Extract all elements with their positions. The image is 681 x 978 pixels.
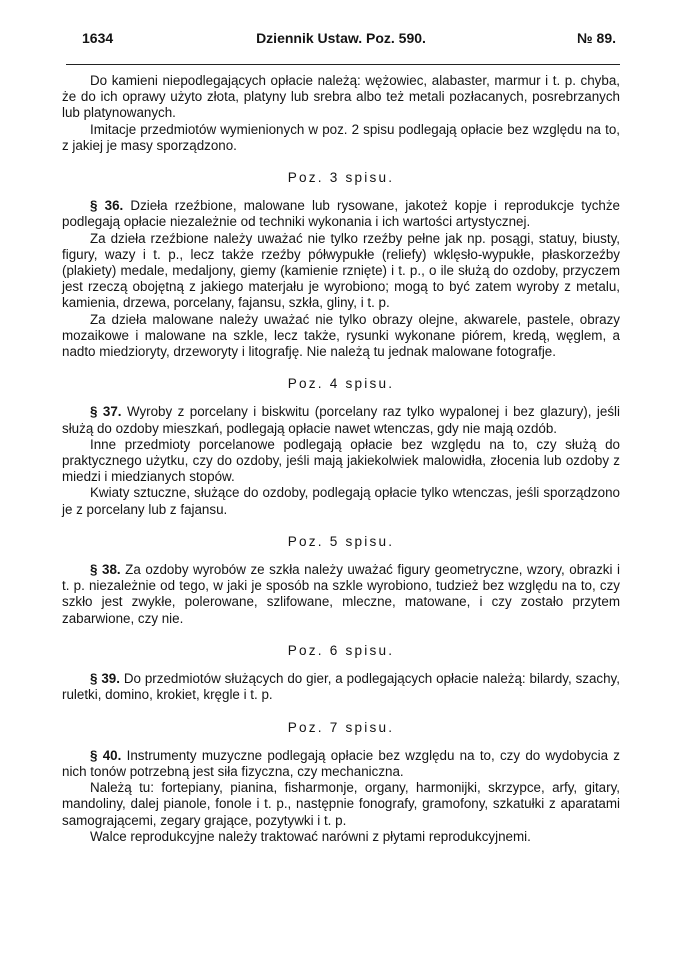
section-paragraph xyxy=(62,198,620,230)
paragraph-text: Dzieła rzeźbione, malowane lub rysowane, jakoteż kopje i reprodukcje tychże podlegają opłacie niezależnie od techniki wykonania i ich wartości artystycznej. xyxy=(62,198,620,230)
section-paragraph xyxy=(62,748,620,780)
section-paragraph: Należą tu: fortepiany, pianina, fisharmonje, organy, harmonijki, skrzypce, arfy, gitary, mandoliny, dalej pianole, fonole i t. p., następnie fonografy, gramofony, szkatułki z aparatami samogrającemi, zegary grające, pozytywki i t. p. xyxy=(62,780,620,828)
document-page xyxy=(62,30,620,845)
section-heading: Poz. 3 spisu. xyxy=(287,170,395,186)
page-header xyxy=(62,30,620,50)
paragraph-ref: § 40. xyxy=(90,747,122,763)
paragraph-ref: § 39. xyxy=(90,671,120,687)
section-paragraph xyxy=(62,671,620,703)
section-paragraph: Walce reprodukcyjne należy traktować narówni z płytami reprodukcyjnemi. xyxy=(90,828,531,844)
section-paragraph: Kwiaty sztuczne, służące do ozdoby, podlegają opłacie tylko wtenczas, jeśli sporządzono je z porcelany lub z fajansu. xyxy=(62,485,620,517)
section-paragraph xyxy=(62,404,620,436)
section-paragraph: Za dzieła rzeźbione należy uważać nie tylko rzeźby pełne jak np. posągi, statuy, biusty, figury, wazy i t. p., lecz także rzeźby półwypukłe (reliefy) wklęsło-wypukłe, płaskorzeźby (plakiety) medale, medaljony, giemy (kamienie rznięte) i t. p., o ile służą do ozdoby, przyczem jest rzeczą obojętną z jakiego materjału je wyrobiono; mogą to być zatem wyroby z metalu, kamienia, drzewa, porcelany, fajansu, szkła, gliny, i t. p. xyxy=(62,230,620,311)
paragraph-text: Instrumenty muzyczne podlegają opłacie bez względu na to, czy do wydobycia z nich tonów potrzebną jest siła fizyczna, czy mechaniczna. xyxy=(62,747,620,779)
section-heading: Poz. 4 spisu. xyxy=(287,376,395,392)
paragraph-ref: § 36. xyxy=(90,198,124,214)
paragraph-text: Za ozdoby wyrobów ze szkła należy uważać figury geometryczne, wzory, obrazki i t. p. niezależnie od tego, w jaki je sposób na szkle wyrobiono, tudzież bez względu na to, czy szkło jest zwykłe, polerowane, szlifowane, mleczne, matowane, i czy zostało przytem zabarwione, czy nie. xyxy=(62,562,620,626)
section-paragraph: Za dzieła malowane należy uważać nie tylko obrazy olejne, akwarele, pastele, obrazy mozaikowe i malowane na szkle, lecz także, rysunki wykonane piórem, kredą, węglem, a nadto miedzioryty, drzeworyty i litografję. Nie należą tu jednak malowane fotografje. xyxy=(62,311,620,360)
intro-paragraph: Imitacje przedmiotów wymienionych w poz. 2 spisu podlegają opłacie bez względu na to, z jakiej je masy sporządzono. xyxy=(62,121,620,153)
issue-number: № 89. xyxy=(577,30,616,46)
page-number: 1634 xyxy=(82,30,114,46)
paragraph-ref: § 37. xyxy=(90,404,122,420)
paragraph-text: Do przedmiotów służących do gier, a podlegających opłacie należą: bilardy, szachy, ruletki, domino, krokiet, kręgle i t. p. xyxy=(62,671,620,703)
header-rule xyxy=(66,64,620,65)
section-paragraph: Inne przedmioty porcelanowe podlegają opłacie bez względu na to, czy służą do praktycznego użytku, czy do ozdoby, jeśli mają jakiekolwiek malowidła, złocenia lub ozdoby z miedzi i miedzianych stopów. xyxy=(62,436,620,485)
section-paragraph xyxy=(62,562,620,627)
section-heading: Poz. 5 spisu. xyxy=(287,533,395,549)
intro-paragraph: Do kamieni niepodlegających opłacie należą: wężowiec, alabaster, marmur i t. p. chyba, że do ich oprawy użyto złota, platyny lub srebra albo też metali pozłacanych, posrebrzanych lub platynowanych. xyxy=(62,73,620,121)
document-body xyxy=(62,73,620,845)
paragraph-ref: § 38. xyxy=(90,562,121,578)
journal-title: Dziennik Ustaw. Poz. 590. xyxy=(256,30,426,46)
section-heading: Poz. 7 spisu. xyxy=(287,719,395,735)
paragraph-text: Wyroby z porcelany i biskwitu (porcelany raz tylko wypalonej i bez glazury), jeśli służą do ozdoby mieszkań, podlegają opłacie nawet wtenczas, gdy nie mają ozdób. xyxy=(62,404,620,436)
section-heading: Poz. 6 spisu. xyxy=(287,642,395,658)
